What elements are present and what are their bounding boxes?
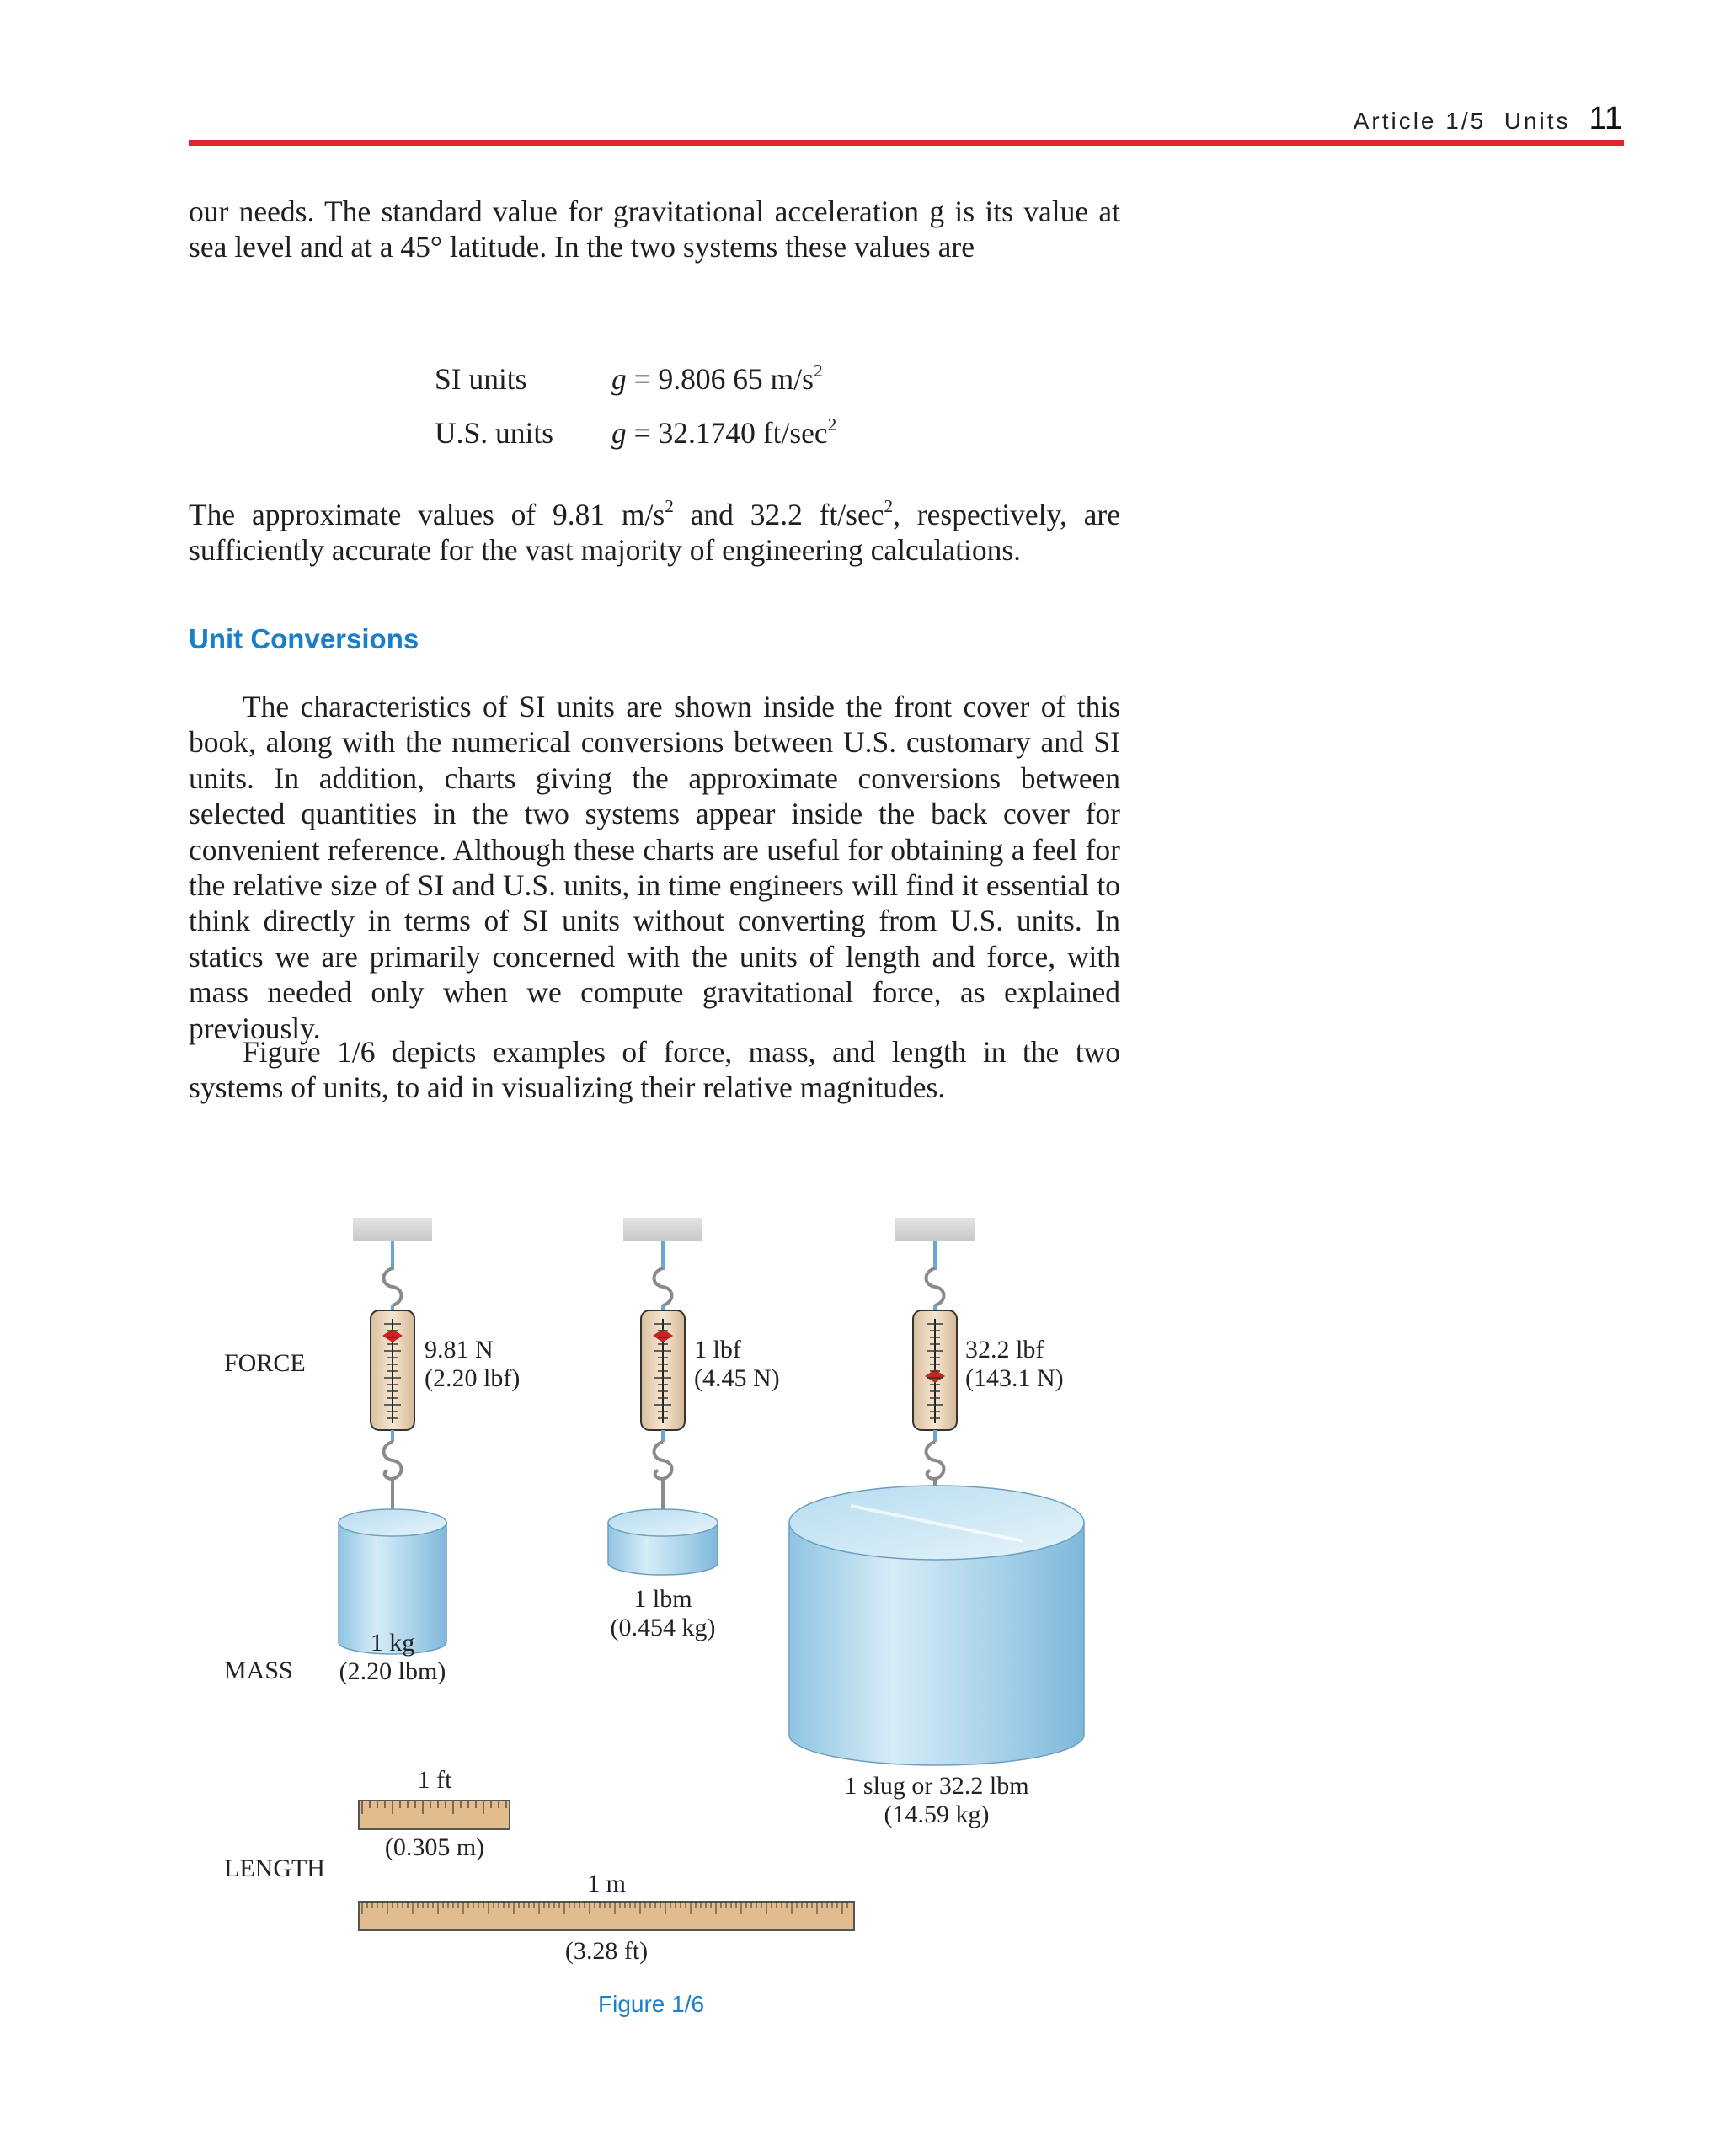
equation-rhs: = 9.806 65 m/s bbox=[633, 362, 814, 396]
paragraph-3: The characteristics of SI units are shown inside the front cover of this book, along with the numerical conversions between U.S. customary and SI units. In addition, charts giving the approximate conversions between selected quantities in the two systems appear inside the back cover for convenient reference. Although these charts are useful for obtaining a feel for the relative size of SI and U.S. units, in time engineers will find it essential to think directly in terms of SI units without converting from U.S. units. In statics we are primarily concerned with the units of length and force, with mass needed only when we compute gravitational force, as explained previously. bbox=[189, 690, 1120, 1045]
ruler-2-top-label: 1 m bbox=[587, 1870, 626, 1897]
row-label-mass: MASS bbox=[224, 1657, 293, 1684]
mass-2-label bbox=[600, 1585, 726, 1642]
hook-icon bbox=[927, 1268, 944, 1305]
equation-rhs: = 32.1740 ft/sec bbox=[633, 416, 828, 450]
mass-1lbm bbox=[608, 1509, 718, 1575]
section-heading: Unit Conversions bbox=[189, 623, 419, 654]
ruler-body bbox=[359, 1801, 510, 1829]
spring-scale-2 bbox=[623, 1218, 702, 1516]
ruler-1ft bbox=[359, 1801, 510, 1829]
force-value: 32.2 lbf bbox=[965, 1336, 1044, 1364]
hook-icon bbox=[654, 1268, 672, 1305]
mass-value: 1 kg bbox=[370, 1629, 415, 1657]
text-run: , respectively, are sufficiently accurate for the vast majority of engineering calculations. bbox=[189, 498, 1120, 568]
cylinder-top bbox=[608, 1509, 718, 1536]
symbol-g: g bbox=[611, 416, 627, 450]
paragraph-1: our needs. The standard value for gravitational acceleration g is its value at sea level and at a 45° latitude. In the two systems these values are bbox=[189, 195, 1120, 264]
mass-3-label bbox=[810, 1772, 1063, 1829]
scale-1-label bbox=[425, 1336, 520, 1393]
mass-1slug bbox=[789, 1486, 1084, 1765]
ruler-1-top-label: 1 ft bbox=[417, 1766, 452, 1794]
spring-scale-1 bbox=[353, 1218, 432, 1516]
row-label-length: LENGTH bbox=[224, 1854, 325, 1882]
force-value: 9.81 N bbox=[425, 1336, 494, 1364]
figure-caption: Figure 1/6 bbox=[598, 1991, 705, 2017]
mass-conversion: (14.59 kg) bbox=[884, 1801, 990, 1828]
force-conversion: (4.45 N) bbox=[694, 1364, 780, 1392]
text-run: and 32.2 ft/sec bbox=[673, 498, 884, 531]
exponent: 2 bbox=[827, 414, 837, 435]
ceiling-mount bbox=[353, 1218, 432, 1241]
ruler-1-bottom-label: (0.305 m) bbox=[384, 1833, 485, 1861]
force-conversion: (143.1 N) bbox=[965, 1364, 1064, 1392]
mass-conversion: (2.20 lbm) bbox=[339, 1657, 446, 1685]
ruler-2-bottom-label: (3.28 ft) bbox=[564, 1937, 649, 1965]
mass-conversion: (0.454 kg) bbox=[610, 1614, 716, 1641]
paragraph-4: Figure 1/6 depicts examples of force, mass, and length in the two systems of units, to aid in visualizing their relative magnitudes. bbox=[189, 1035, 1120, 1105]
hook-icon bbox=[384, 1268, 402, 1305]
scale-3-label bbox=[965, 1336, 1064, 1393]
equation-label: U.S. units bbox=[435, 416, 554, 450]
cylinder-top bbox=[339, 1509, 446, 1536]
page-number: 11 bbox=[1589, 101, 1622, 136]
exponent: 2 bbox=[665, 496, 674, 517]
hook-icon bbox=[654, 1442, 672, 1479]
row-label-force: FORCE bbox=[224, 1349, 306, 1377]
running-head-title: Article 1/5 Units bbox=[1353, 108, 1571, 134]
mass-value: 1 slug or 32.2 lbm bbox=[844, 1772, 1029, 1800]
force-conversion: (2.20 lbf) bbox=[425, 1364, 521, 1392]
exponent: 2 bbox=[813, 360, 823, 382]
mass-value: 1 lbm bbox=[633, 1585, 692, 1613]
force-value: 1 lbf bbox=[694, 1336, 741, 1364]
scale-2-label bbox=[694, 1336, 780, 1393]
ceiling-mount bbox=[623, 1218, 702, 1241]
mass-1-label bbox=[334, 1629, 451, 1686]
text-run: The approximate values of 9.81 m/s bbox=[189, 498, 665, 531]
hook-icon bbox=[927, 1442, 944, 1479]
ruler-1m bbox=[359, 1902, 854, 1930]
equation-label: SI units bbox=[435, 362, 527, 396]
exponent: 2 bbox=[884, 496, 894, 517]
hook-icon bbox=[384, 1442, 402, 1479]
spring-scale-3 bbox=[895, 1218, 975, 1518]
symbol-g: g bbox=[611, 362, 627, 396]
ceiling-mount bbox=[895, 1218, 975, 1241]
